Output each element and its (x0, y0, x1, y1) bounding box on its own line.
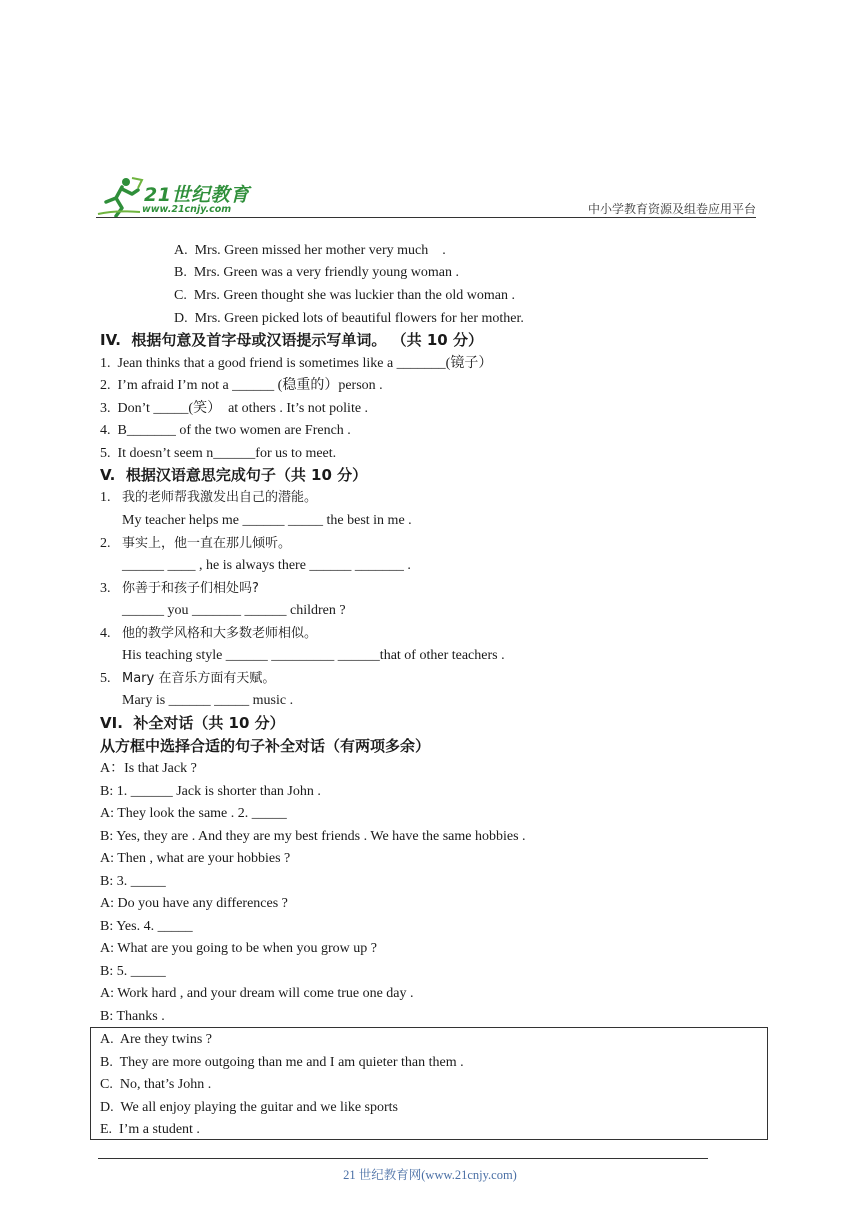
list-item: B. Mrs. Green was a very friendly young woman . (174, 265, 459, 280)
list-item: 4. B_______ of the two women are French . (100, 423, 351, 438)
logo (96, 174, 266, 218)
dialogue-line: B: Yes, they are . And they are my best friends . We have the same hobbies . (100, 829, 526, 844)
item-number: 5. (100, 671, 111, 686)
item-chinese: 事实上，他一直在那儿倾听。 (122, 536, 292, 551)
dialogue-line: B: 3. _____ (100, 874, 166, 889)
header-platform-text: 中小学教育资源及组卷应用平台 (587, 202, 756, 216)
section-title: IV. 根据句意及首字母或汉语提示写单词。 （共 10 分） (100, 331, 483, 349)
dialogue-line: A: Then , what are your hobbies ? (100, 851, 291, 866)
option-item: C. No, that’s John . (100, 1077, 212, 1092)
dialogue-line: B: Thanks . (100, 1009, 165, 1024)
list-item: A. Mrs. Green missed her mother very much . (174, 243, 446, 258)
header-divider (96, 217, 756, 218)
footer-divider (98, 1158, 708, 1159)
item-number: 4. (100, 626, 111, 641)
option-item: B. They are more outgoing than me and I am quieter than them . (100, 1055, 464, 1070)
item-english: ______ you _______ ______ children ? (122, 603, 346, 618)
list-item: 3. Don’t _____(笑） at others . It’s not polite . (100, 401, 369, 416)
dialogue-line: A: Do you have any differences ? (100, 896, 288, 911)
item-english: ______ ____ , he is always there ______ _______ . (122, 558, 411, 573)
list-item: 2. I’m afraid I’m not a ______ (稳重的）person . (100, 378, 383, 393)
option-item: D. We all enjoy playing the guitar and we like sports (100, 1100, 398, 1115)
dialogue-line: A: What are you going to be when you grow up ? (100, 941, 377, 956)
dialogue-line: A：Is that Jack ? (100, 761, 197, 776)
logo-url: www.21cnjy.com (142, 204, 232, 215)
item-english: His teaching style ______ _________ ______that of other teachers . (122, 648, 505, 663)
item-english: My teacher helps me ______ _____ the best in me . (122, 513, 412, 528)
item-english: Mary is ______ _____ music . (122, 693, 294, 708)
list-item: 1. Jean thinks that a good friend is sometimes like a _______(镜子） (100, 356, 493, 371)
footer-text[interactable]: 21 世纪教育网(www.21cnjy.com) (343, 1168, 517, 1182)
item-number: 2. (100, 536, 111, 551)
section-title: VI. 补全对话（共 10 分） (100, 714, 285, 732)
item-chinese: 你善于和孩子们相处吗? (122, 581, 259, 596)
dialogue-line: A: They look the same . 2. _____ (100, 806, 287, 821)
option-item: E. I’m a student . (100, 1122, 200, 1137)
page-header (96, 172, 756, 220)
option-item: A. Are they twins ? (100, 1032, 212, 1047)
dialogue-line: B: 5. _____ (100, 964, 166, 979)
item-number: 3. (100, 581, 111, 596)
item-number: 1. (100, 490, 111, 505)
item-chinese: Mary 在音乐方面有天赋。 (122, 671, 276, 686)
section-title: V. 根据汉语意思完成句子（共 10 分） (100, 466, 368, 484)
section-subtitle: 从方框中选择合适的句子补全对话（有两项多余） (100, 737, 431, 755)
logo-text: 21世纪教育 (144, 184, 250, 206)
list-item: 5. It doesn’t seem n______for us to meet. (100, 446, 337, 461)
dialogue-line: B: Yes. 4. _____ (100, 919, 193, 934)
item-chinese: 我的老师帮我激发出自己的潜能。 (122, 490, 318, 505)
list-item: C. Mrs. Green thought she was luckier than the old woman . (174, 288, 515, 303)
dialogue-line: B: 1. ______ Jack is shorter than John . (100, 784, 321, 799)
dialogue-line: A: Work hard , and your dream will come true one day . (100, 986, 414, 1001)
list-item: D. Mrs. Green picked lots of beautiful flowers for her mother. (174, 311, 524, 326)
item-chinese: 他的教学风格和大多数老师相似。 (122, 626, 318, 641)
